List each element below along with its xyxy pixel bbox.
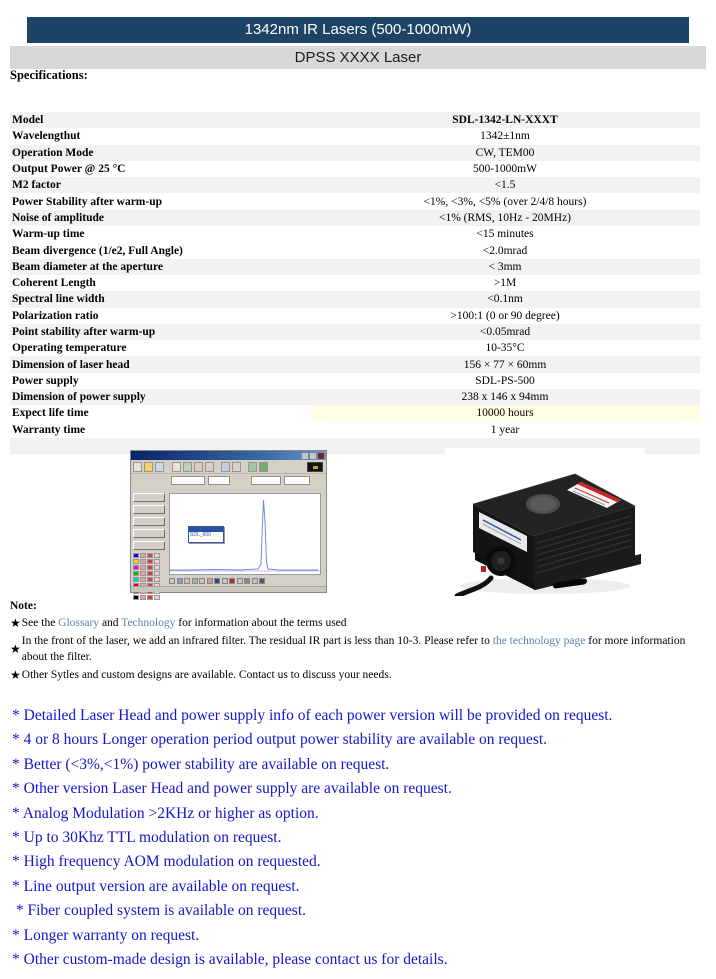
spec-value: >1M [310,275,700,291]
legend-swatch [140,559,146,564]
spec-value: <1% (RMS, 10Hz - 20MHz) [310,210,700,226]
spec-row [10,324,700,340]
spec-value: 10-35°C [310,340,700,356]
spec-value: 238 x 146 x 94mm [310,389,700,405]
spec-label: Output Power @ 25 °C [10,161,310,177]
input-field [251,476,281,485]
option-item: * 4 or 8 hours Longer operation period output power stability are available on request. [12,731,548,749]
note-item [10,633,710,665]
status-bar [131,586,326,592]
spec-row [10,161,700,177]
legend-swatch [154,553,160,558]
spec-value: >100:1 (0 or 90 degree) [310,308,700,324]
save-icon [144,462,153,472]
window-titlebar [131,451,326,460]
plot-tool-icon [214,578,220,584]
spec-label: Warm-up time [10,226,310,242]
spec-row [10,308,700,324]
notes-section [10,600,710,685]
plot-tool-icon [252,578,258,584]
legend-swatch [140,571,146,576]
panel-button [133,505,165,514]
spec-value: <1%, <3%, <5% (over 2/4/8 hours) [310,193,700,209]
spec-value: <0.05mrad [310,324,700,340]
options-list [12,704,712,972]
close-icon [318,453,324,459]
note-heading: Note: [10,600,37,612]
open-file-icon [133,462,142,472]
note-text: In the front of the laser, we add an infrared filter. The residual IR part is less than 10-3. Please refer to the technology page for more information about the filter. [21,635,686,663]
print-icon [155,462,164,472]
spec-value: SDL-1342-LN-XXXT [310,112,700,128]
trace-color-legend [133,553,165,600]
run-icon [248,462,257,472]
spectrum-plot [169,493,321,575]
spec-row [10,422,700,438]
spec-row [10,275,700,291]
option-item: * Detailed Laser Head and power supply info of each power version will be provided on request. [12,707,613,724]
option-item: * Other version Laser Head and power supply are available on request. [12,780,452,798]
spec-row [10,145,700,161]
legend-swatch [140,553,146,558]
option-item: * Analog Modulation >2KHz or higher as option. [12,804,319,822]
option-item: * Line output version are available on request. [12,877,300,895]
display-button [307,462,323,472]
trace-label-box [188,526,224,543]
plot-toolbar [169,578,265,584]
legend-swatch [147,559,153,564]
note-link[interactable]: the technology page [492,635,586,647]
spec-value: 500-1000mW [310,161,700,177]
panel-button [133,517,165,526]
note-link[interactable]: Technology [121,617,176,629]
plot-tool-icon [177,578,183,584]
spec-row [10,259,700,275]
spec-value: <15 minutes [310,226,700,242]
settings-icon [221,462,230,472]
spec-label: Operating temperature [10,340,310,356]
option-item: * Better (<3%,<1%) power stability are available on request. [12,755,390,773]
legend-swatch [147,571,153,576]
spec-value: 10000 hours [310,405,700,421]
spec-label: Point stability after warm-up [10,324,310,340]
option-item: * Other custom-made design is available, please contact us for details. [12,951,448,969]
note-text: Other Sytles and custom designs are available. Contact us to discuss your needs. [21,669,392,681]
spec-label: Expect life time [10,405,310,421]
marker-icon [232,462,241,472]
minimize-icon [302,453,308,459]
spec-row [10,405,700,421]
plot-tool-icon [184,578,190,584]
spec-row [10,242,700,258]
spec-label: Coherent Length [10,275,310,291]
laser-head-photo [445,448,645,596]
spec-row [10,340,700,356]
spec-value: CW, TEM00 [310,145,700,161]
spec-row [10,389,700,405]
spec-label: Model [10,112,310,128]
spec-label: M2 factor [10,177,310,193]
option-item: * Up to 30Khz TTL modulation on request. [12,829,282,847]
star-icon: ★ [10,616,21,630]
spec-label: Power Stability after warm-up [10,193,310,209]
input-field [171,476,205,485]
page-subtitle-bar: DPSS XXXX Laser [10,46,706,69]
spec-label: Beam diameter at the aperture [10,259,310,275]
zoom-icon [194,462,203,472]
spec-value: 1342±1nm [310,128,700,144]
specifications-heading: Specifications: [10,68,88,82]
spec-value: <2.0mrad [310,242,700,258]
panel-button [133,493,165,502]
legend-swatch [154,559,160,564]
input-field [208,476,230,485]
spec-label: Warranty time [10,422,310,438]
plot-tool-icon [244,578,250,584]
legend-swatch [133,553,139,558]
note-link[interactable]: Glossary [58,617,100,629]
input-field [284,476,310,485]
spec-label: Power supply [10,373,310,389]
spec-row [10,210,700,226]
spec-label: Noise of amplitude [10,210,310,226]
legend-swatch [140,577,146,582]
spec-label: Dimension of laser head [10,356,310,372]
spec-row [10,373,700,389]
legend-swatch [133,571,139,576]
option-item: * High frequency AOM modulation on requested. [12,853,321,871]
page-title-bar: 1342nm IR Lasers (500-1000mW) [27,17,689,43]
spec-row [10,226,700,242]
legend-swatch [154,571,160,576]
plot-tool-icon [207,578,213,584]
spec-row [10,112,700,128]
spec-row [10,356,700,372]
scan-icon [205,462,214,472]
note-item [10,615,710,631]
plot-tool-icon [222,578,228,584]
spec-label: Polarization ratio [10,308,310,324]
spectrum-software-screenshot [130,450,327,593]
spec-label: Operation Mode [10,145,310,161]
legend-swatch [133,559,139,564]
option-item: * Fiber coupled system is available on request. [12,902,307,920]
legend-swatch [147,553,153,558]
spec-label: Beam divergence (1/e2, Full Angle) [10,242,310,258]
spec-value: <1.5 [310,177,700,193]
side-panel [131,491,167,592]
plot-tool-icon [237,578,243,584]
legend-swatch [154,565,160,570]
plot-tool-icon [259,578,265,584]
maximize-icon [310,453,316,459]
paste-icon [183,462,192,472]
legend-swatch [133,577,139,582]
legend-swatch [147,565,153,570]
spec-row [10,291,700,307]
spec-value: 1 year [310,422,700,438]
spec-row [10,193,700,209]
star-icon: ★ [10,668,21,682]
spec-value: 156 × 77 × 60mm [310,356,700,372]
specifications-table [10,112,700,454]
control-row [131,474,326,490]
legend-swatch [147,577,153,582]
toolbar [131,460,326,474]
plot-tool-icon [169,578,175,584]
spec-label: Spectral line width [10,291,310,307]
note-item [10,667,710,683]
legend-swatch [140,565,146,570]
spec-label: Dimension of power supply [10,389,310,405]
spec-value: <0.1nm [310,291,700,307]
star-icon: ★ [10,642,21,656]
note-text: See the Glossary and Technology for information about the terms used [21,617,347,629]
option-item: * Longer warranty on request. [12,926,200,944]
legend-swatch [154,577,160,582]
plot-tool-icon [199,578,205,584]
panel-button [133,541,165,550]
plot-tool-icon [229,578,235,584]
spec-value: < 3mm [310,259,700,275]
panel-button [133,529,165,538]
plot-tool-icon [192,578,198,584]
figures-row [0,448,716,596]
stop-icon [259,462,268,472]
spec-row [10,128,700,144]
copy-icon [172,462,181,472]
trace-label-text: SDL_600 [190,532,211,538]
legend-swatch [133,565,139,570]
laser-head-illustration [445,448,645,596]
spec-row [10,177,700,193]
spec-value: SDL-PS-500 [310,373,700,389]
spec-label: Wavelengthut [10,128,310,144]
